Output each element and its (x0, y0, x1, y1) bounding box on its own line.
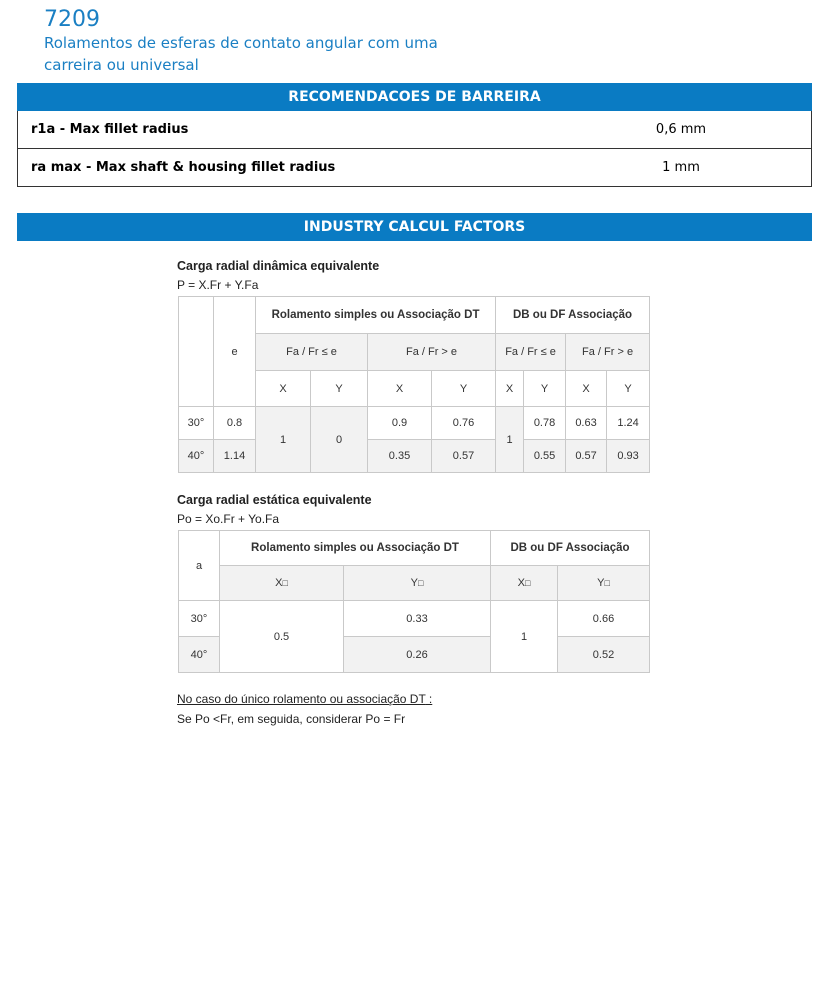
y0-header: Y□ (558, 566, 650, 601)
angle-header-cell (179, 297, 214, 407)
x-header: X (496, 371, 524, 407)
x-header: X (256, 371, 311, 407)
note-text: Se Po <Fr, em seguida, considerar Po = Fr (177, 712, 406, 726)
x-header: X (566, 371, 607, 407)
cond-le-header: Fa / Fr ≤ e (256, 334, 368, 371)
value-cell: 0.5 (220, 601, 344, 673)
value-cell: 0.35 (368, 440, 432, 473)
cond-gt-header: Fa / Fr > e (368, 334, 496, 371)
static-load-title: Carga radial estática equivalente (177, 493, 372, 507)
e-header: e (214, 297, 256, 407)
a-header: a (179, 531, 220, 601)
value-cell: 0.63 (566, 407, 607, 440)
static-factors-table (178, 530, 650, 673)
y0-header: Y□ (344, 566, 491, 601)
y-header: Y (311, 371, 368, 407)
value-cell: 0.52 (558, 637, 650, 673)
e-cell: 0.8 (214, 407, 256, 440)
calculation-factors-figure (173, 254, 653, 734)
group-pair-header: DB ou DF Associação (496, 297, 650, 334)
value-cell: 0.93 (607, 440, 650, 473)
rec-value: 1 mm (662, 160, 700, 175)
value-cell: 1 (496, 407, 524, 473)
value-cell: 0.76 (432, 407, 496, 440)
note-heading: No caso do único rolamento ou associação DT : (177, 692, 433, 706)
cond-gt-header: Fa / Fr > e (566, 334, 650, 371)
group-pair-header: DB ou DF Associação (491, 531, 650, 566)
value-cell: 0.78 (524, 407, 566, 440)
dynamic-factors-table (178, 296, 650, 473)
y-header: Y (607, 371, 650, 407)
cond-le-header: Fa / Fr ≤ e (496, 334, 566, 371)
e-cell: 1.14 (214, 440, 256, 473)
value-cell: 0.57 (432, 440, 496, 473)
table-row (18, 111, 811, 148)
product-code: 7209 (44, 7, 100, 32)
angle-cell: 40° (179, 637, 220, 673)
rec-label: ra max - Max shaft & housing fillet radius (31, 160, 336, 175)
value-cell: 0.66 (558, 601, 650, 637)
dynamic-load-title: Carga radial dinâmica equivalente (177, 259, 380, 273)
angle-cell: 30° (179, 601, 220, 637)
value-cell: 1.24 (607, 407, 650, 440)
table-row (18, 148, 811, 186)
product-subtitle: Rolamentos de esferas de contato angular com uma carreira ou universal (44, 34, 438, 74)
y-header: Y (524, 371, 566, 407)
recommendations-table (17, 111, 812, 187)
group-single-header: Rolamento simples ou Associação DT (256, 297, 496, 334)
x0-header: X□ (220, 566, 344, 601)
recommendations-banner: RECOMENDACOES DE BARREIRA (17, 83, 812, 111)
value-cell: 0 (311, 407, 368, 473)
value-cell: 0.9 (368, 407, 432, 440)
rec-value: 0,6 mm (655, 122, 707, 137)
value-cell: 1 (491, 601, 558, 673)
x0-header: X□ (491, 566, 558, 601)
value-cell: 0.55 (524, 440, 566, 473)
angle-cell: 40° (179, 440, 214, 473)
industry-banner: INDUSTRY CALCUL FACTORS (17, 213, 812, 241)
group-single-header: Rolamento simples ou Associação DT (220, 531, 491, 566)
value-cell: 1 (256, 407, 311, 473)
value-cell: 0.26 (344, 637, 491, 673)
angle-cell: 30° (179, 407, 214, 440)
x-header: X (368, 371, 432, 407)
y-header: Y (432, 371, 496, 407)
static-load-formula: Po = Xo.Fr + Yo.Fa (177, 512, 280, 526)
value-cell: 0.57 (566, 440, 607, 473)
dynamic-load-formula: P = X.Fr + Y.Fa (177, 278, 259, 292)
value-cell: 0.33 (344, 601, 491, 637)
rec-label: r1a - Max fillet radius (31, 122, 189, 137)
